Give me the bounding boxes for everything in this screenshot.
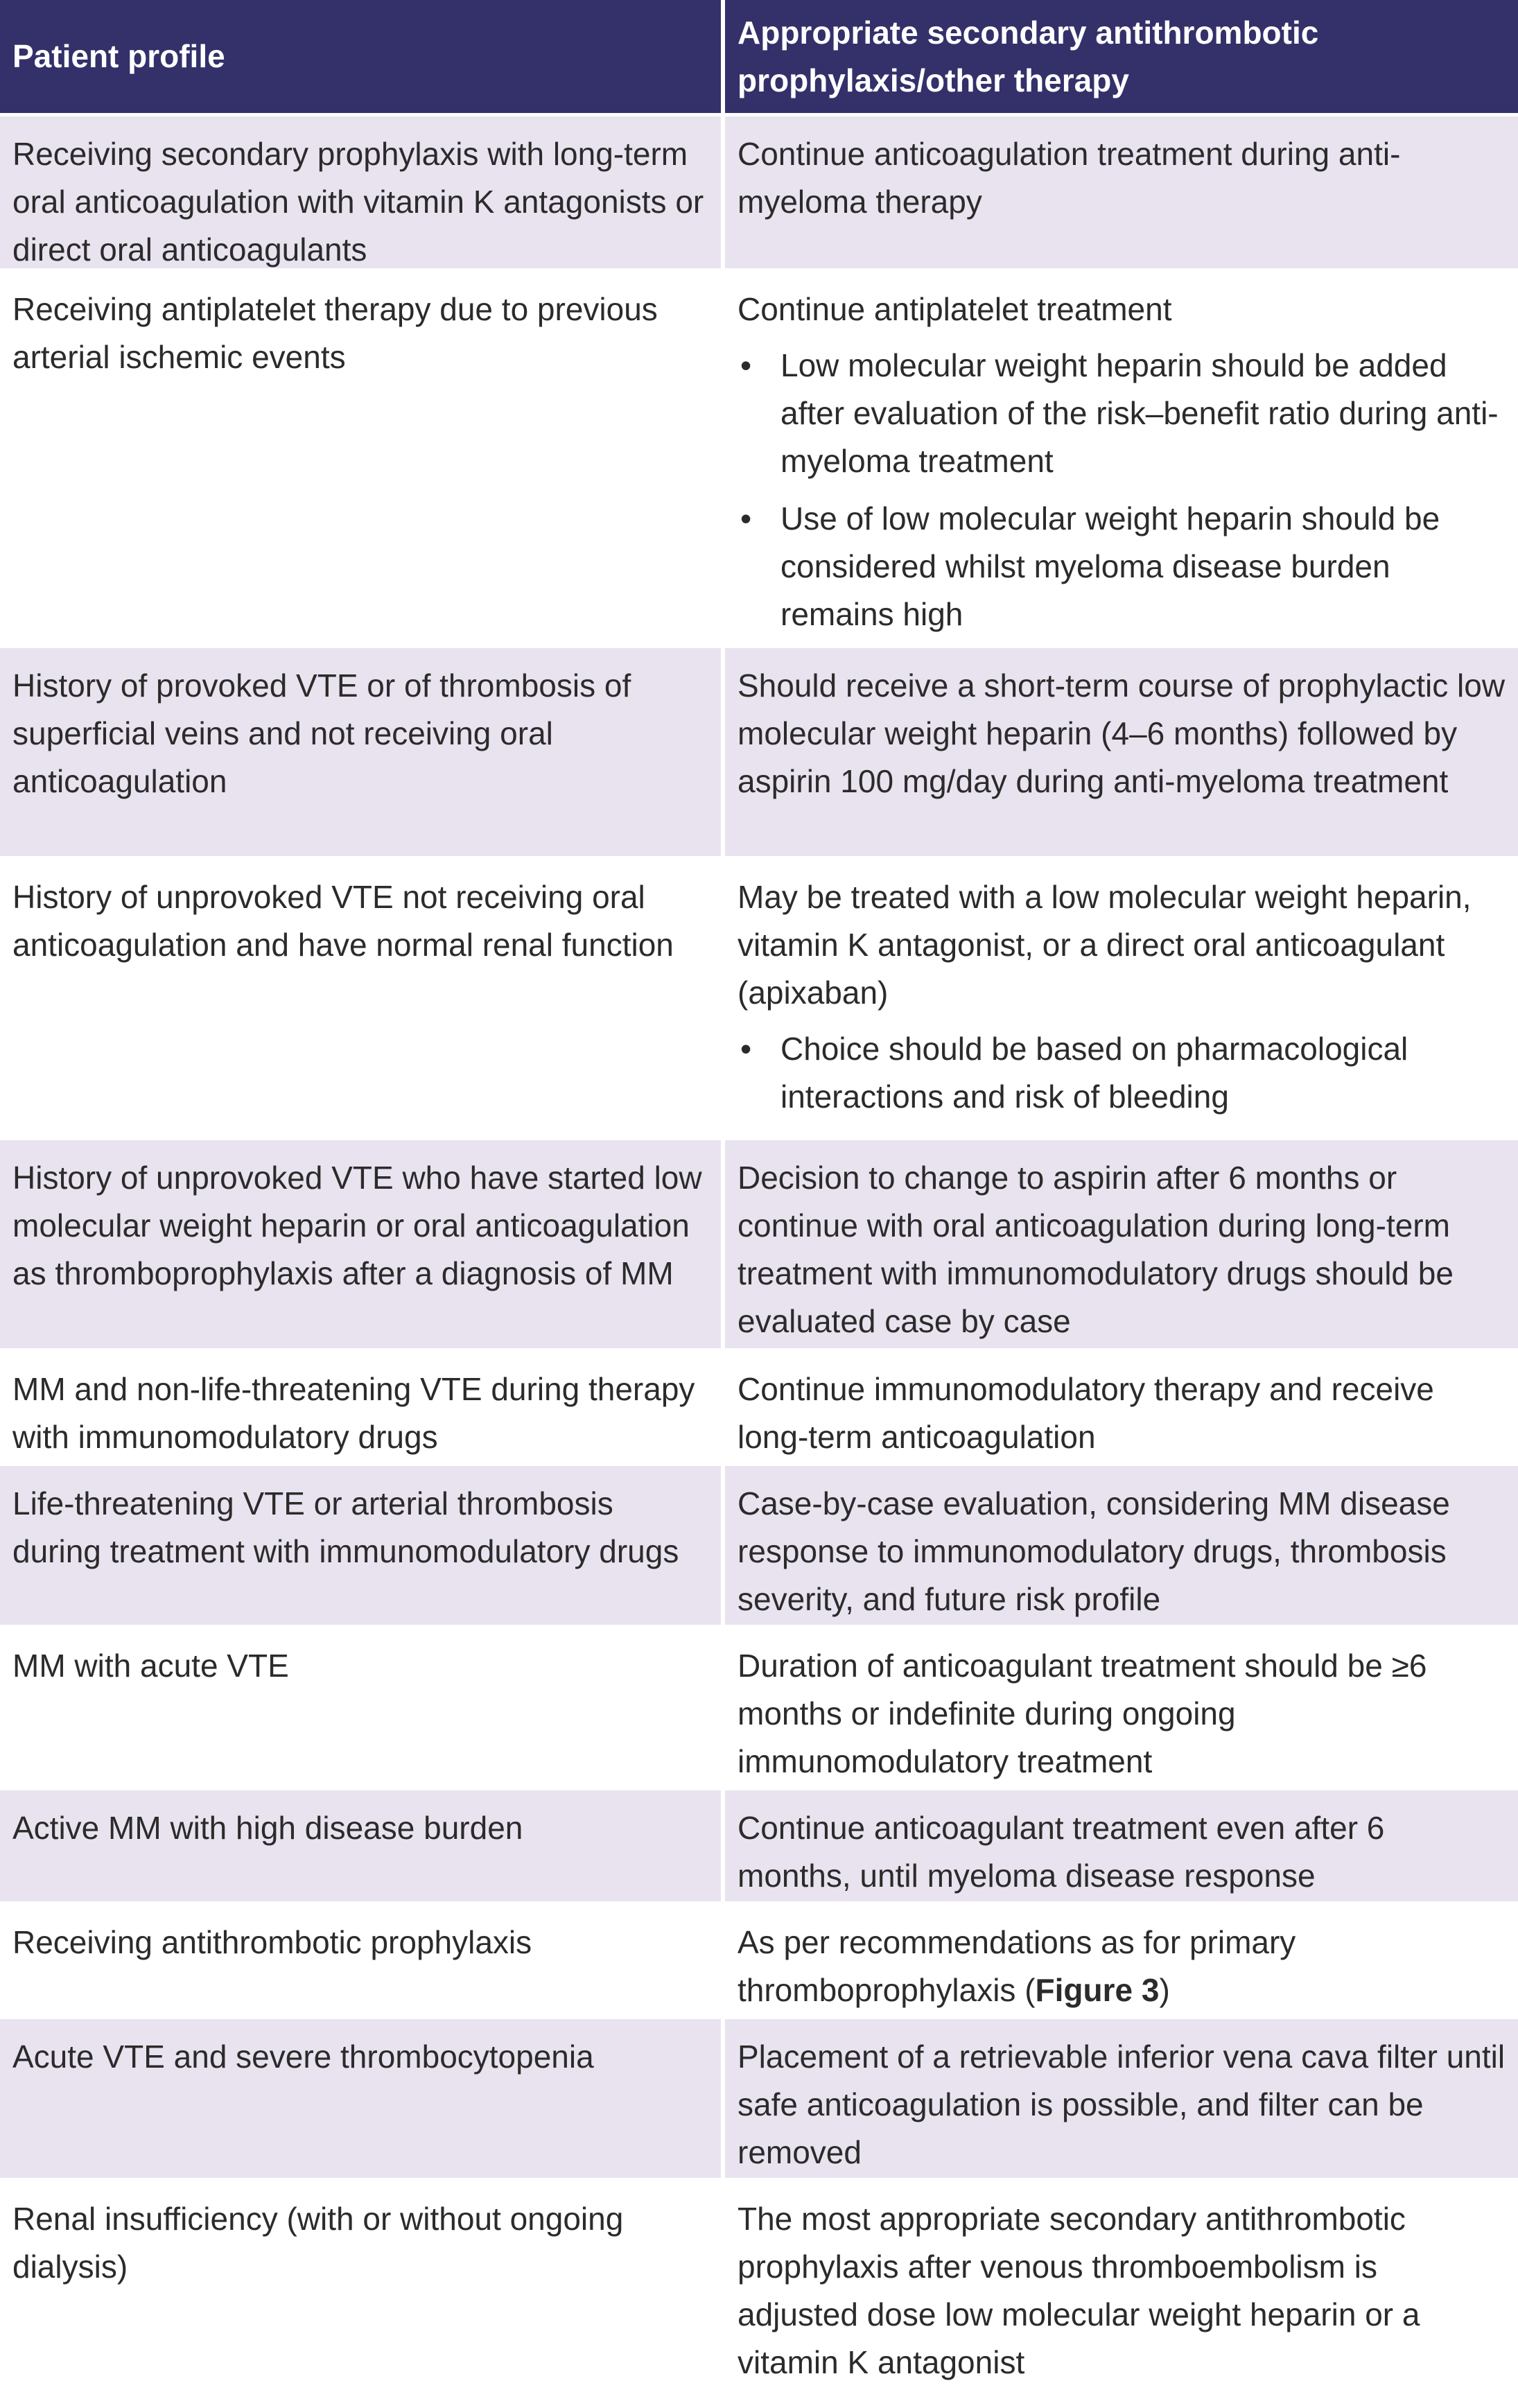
- therapy-text: Decision to change to aspirin after 6 months or continue with oral anticoagulation during long-term treatment with immunomodulatory drugs should be evaluated case by case: [738, 1160, 1454, 1339]
- therapy-cell: [721, 860, 1518, 1140]
- therapy-text-post: ): [1159, 1972, 1170, 2008]
- therapy-cell: [721, 2019, 1518, 2181]
- therapy-bullet: • Choice should be based on pharmacological interactions and risk of bleeding: [738, 1025, 1506, 1121]
- therapy-bullet: • Low molecular weight heparin should be added after evaluation of the risk–benefit ratio during anti-myeloma treatment: [738, 342, 1506, 485]
- patient-profile-cell: Receiving antithrombotic prophylaxis: [0, 1905, 721, 2019]
- therapy-cell: [721, 1790, 1518, 1905]
- therapy-text: The most appropriate secondary antithrombotic prophylaxis after venous thromboembolism is adjusted dose low molecular weight heparin or a vitamin K antagonist: [738, 2201, 1420, 2380]
- therapy-text: Continue immunomodulatory therapy and receive long-term anticoagulation: [738, 1371, 1434, 1455]
- header-patient-profile: Patient profile: [0, 0, 721, 116]
- therapy-cell: [721, 1466, 1518, 1628]
- patient-profile-cell: Active MM with high disease burden: [0, 1790, 721, 1905]
- patient-profile-cell: History of unprovoked VTE who have started low molecular weight heparin or oral anticoagulation as thromboprophylaxis after a diagnosis of MM: [0, 1140, 721, 1352]
- patient-profile-cell: MM and non-life-threatening VTE during therapy with immunomodulatory drugs: [0, 1352, 721, 1466]
- therapy-text: Continue anticoagulant treatment even after 6 months, until myeloma disease response: [738, 1810, 1385, 1894]
- therapy-cell: [721, 116, 1518, 272]
- therapy-text: Continue antiplatelet treatment: [738, 291, 1172, 327]
- therapy-text: Placement of a retrievable inferior vena cava filter until safe anticoagulation is possible, and filter can be removed: [738, 2039, 1506, 2170]
- patient-profile-cell: Receiving secondary prophylaxis with long-term oral anticoagulation with vitamin K antagonists or direct oral anticoagulants: [0, 116, 721, 272]
- patient-profile-cell: Life-threatening VTE or arterial thrombosis during treatment with immunomodulatory drugs: [0, 1466, 721, 1628]
- therapy-bullet-list: [738, 342, 1506, 638]
- patient-profile-cell: History of unprovoked VTE not receiving oral anticoagulation and have normal renal function: [0, 860, 721, 1140]
- patient-profile-cell: Renal insufficiency (with or without ongoing dialysis): [0, 2181, 721, 2408]
- patient-profile-cell: Acute VTE and severe thrombocytopenia: [0, 2019, 721, 2181]
- patient-profile-cell: MM with acute VTE: [0, 1628, 721, 1790]
- therapy-bullet-list: [738, 1025, 1506, 1121]
- therapy-cell: [721, 272, 1518, 648]
- therapy-cell: [721, 1628, 1518, 1790]
- therapy-text: May be treated with a low molecular weight heparin, vitamin K antagonist, or a direct oral anticoagulant (apixaban): [738, 879, 1472, 1011]
- figure-reference: Figure 3: [1035, 1972, 1160, 2008]
- therapy-text: Continue anticoagulation treatment during anti-myeloma therapy: [738, 136, 1401, 220]
- therapy-cell: [721, 2181, 1518, 2408]
- therapy-bullet: • Use of low molecular weight heparin should be considered whilst myeloma disease burden remains high: [738, 495, 1506, 638]
- patient-profile-cell: History of provoked VTE or of thrombosis of superficial veins and not receiving oral anticoagulation: [0, 648, 721, 860]
- therapy-cell: [721, 648, 1518, 860]
- therapy-text: [738, 1919, 1506, 2014]
- therapy-cell: [721, 1905, 1518, 2019]
- therapy-text: Should receive a short-term course of prophylactic low molecular weight heparin (4–6 months) followed by aspirin 100 mg/day during anti-myeloma treatment: [738, 668, 1506, 799]
- therapy-text-pre: As per recommendations as for primary thromboprophylaxis (: [738, 1924, 1296, 2008]
- therapy-text: Duration of anticoagulant treatment should be ≥6 months or indefinite during ongoing immunomodulatory treatment: [738, 1648, 1427, 1779]
- therapy-cell: [721, 1352, 1518, 1466]
- header-therapy: Appropriate secondary antithrombotic prophylaxis/other therapy: [721, 0, 1518, 116]
- patient-profile-cell: Receiving antiplatelet therapy due to previous arterial ischemic events: [0, 272, 721, 648]
- therapy-text: Case-by-case evaluation, considering MM disease response to immunomodulatory drugs, thrombosis severity, and future risk profile: [738, 1485, 1450, 1617]
- therapy-cell: [721, 1140, 1518, 1352]
